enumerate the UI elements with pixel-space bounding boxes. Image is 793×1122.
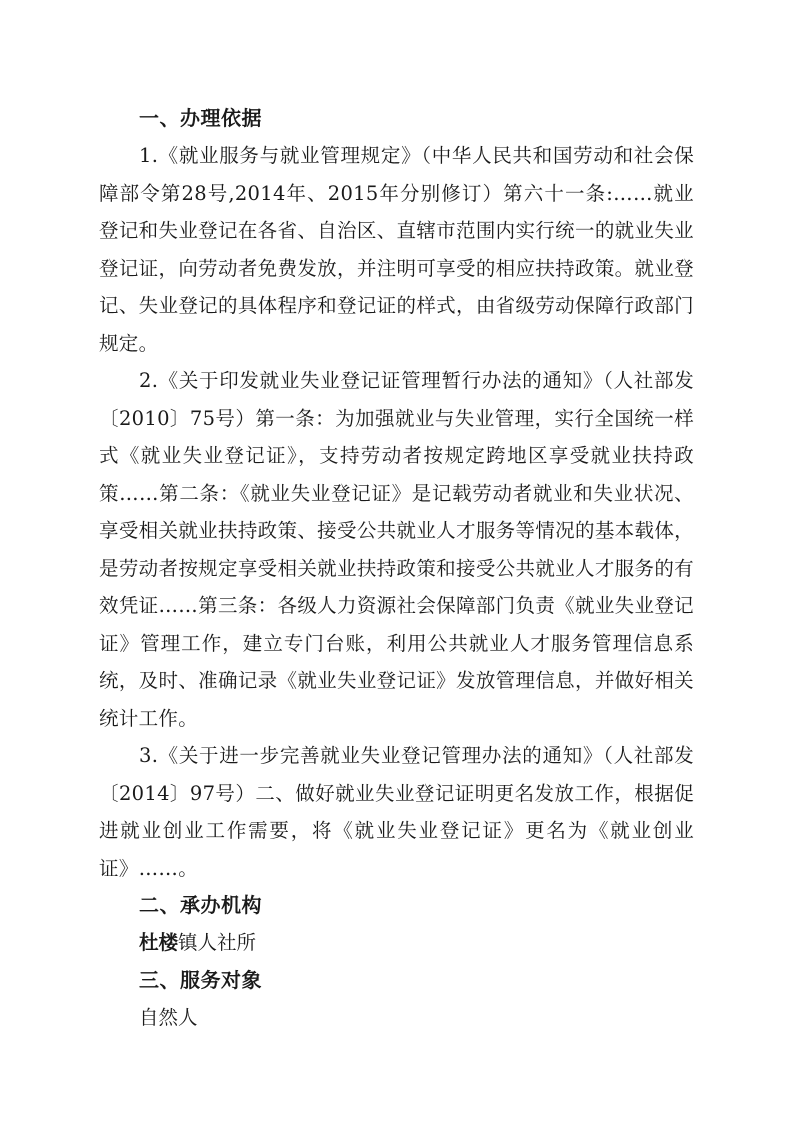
basis-item-2: 2.《关于印发就业失业登记证管理暂行办法的通知》（人社部发〔2010〕75号）第一条：为加强就业与失业管理，实行全国统一样式《就业失业登记证》，支持劳动者按规定跨地区享受就业扶持政策……第二条：《就业失业登记证》是记载劳动者就业和失业状况、享受相关就业扶持政策、接受公共就业人才服务等情况的基本载体，是劳动者按规定享受相关就业扶持政策和接受公共就业人才服务的有效凭证……第三条：各级人力资源社会保障部门负责《就业失业登记证》管理工作，建立专门台账，利用公共就业人才服务管理信息系统，及时、准确记录《就业失业登记证》发放管理信息，并做好相关统计工作。 [99,369,694,730]
basis-item-3: 3.《关于进一步完善就业失业登记管理办法的通知》（人社部发〔2014〕97号）二、做好就业失业登记证明更名发放工作，根据促进就业创业工作需要，将《就业失业登记证》更名为《就业创业证》……。 [99,744,694,880]
agency-name-office: 镇人社所 [178,931,257,954]
basis-item-1: 1.《就业服务与就业管理规定》（中华人民共和国劳动和社会保障部令第28号,2014年、2015年分别修订）第六十一条:……就业登记和失业登记在各省、自治区、直辖市范围内实行统一的就业失业登记证，向劳动者免费发放，并注明可享受的相应扶持政策。就业登记、失业登记的具体程序和登记证的样式，由省级劳动保障行政部门规定。 [99,144,694,355]
section-heading-agency: 二、承办机构 [139,893,262,917]
document-body [99,100,694,1036]
section-heading-target: 三、服务对象 [139,967,262,992]
agency-name [99,924,694,962]
target-value: 自然人 [139,1005,198,1029]
agency-name-town: 杜楼 [139,931,179,954]
section-heading-basis: 一、办理依据 [139,106,262,130]
